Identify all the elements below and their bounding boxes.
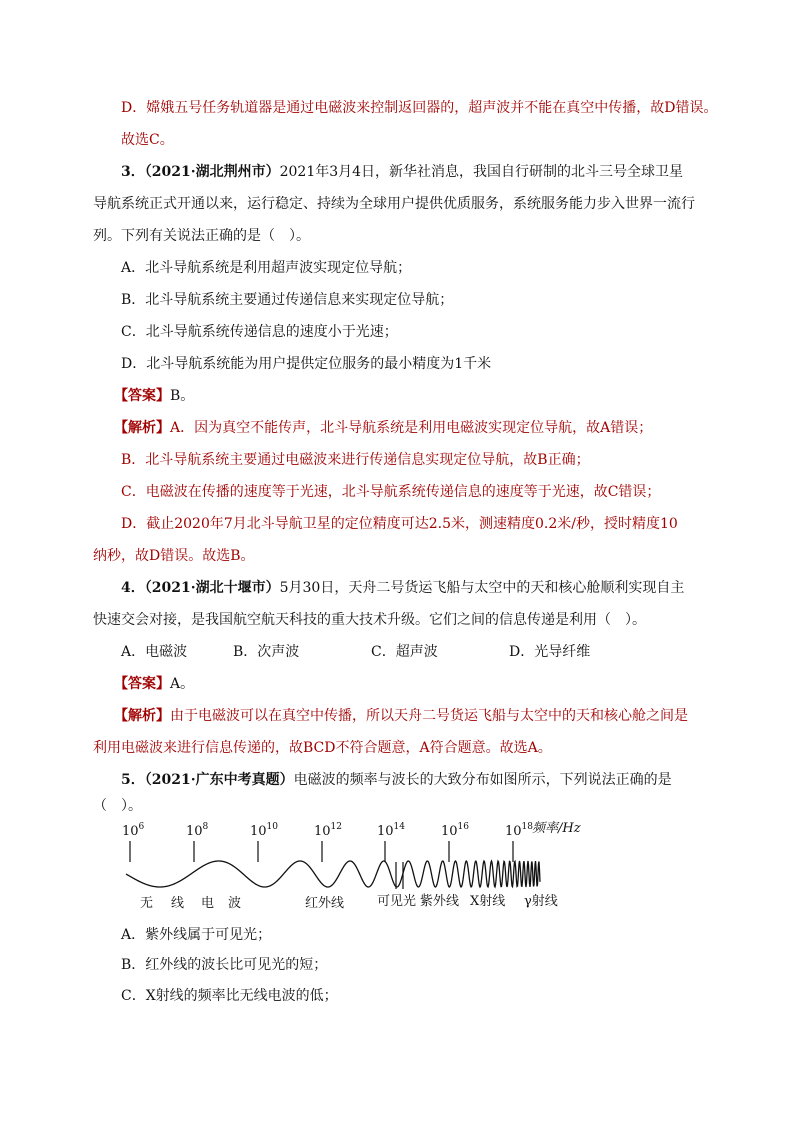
q5-source: （2021·广东中考真题） <box>144 772 294 788</box>
q5-stem-text-1: 电磁波的频率与波长的大致分布如图所示，下列说法正确的是 <box>293 772 672 788</box>
band-label-ultraviolet: 紫外线 <box>420 894 460 909</box>
band-label-visible: 可见光 <box>377 894 417 909</box>
q5-stem-line-1 <box>121 770 672 790</box>
tick-label-1e6: $10^6$ <box>122 822 145 839</box>
q3-answer-label: 【答案】 <box>114 388 170 404</box>
spectrum-wave <box>126 861 540 887</box>
prev-conclusion: 故选C。 <box>121 132 174 148</box>
q3-analysis-line-3: C．电磁波在传播的速度等于光速，北斗导航系统传递信息的速度等于光速，故C错误； <box>121 484 661 500</box>
q3-option-b: B．北斗导航系统主要通过传递信息来实现定位导航； <box>121 292 454 308</box>
band-label-xray: X射线 <box>470 894 506 909</box>
q3-stem-line-2: 导航系统正式开通以来，运行稳定、持续为全球用户提供优质服务，系统服务能力步入世界一流行 <box>93 196 695 212</box>
q4-option-d: D．光导纤维 <box>509 644 591 660</box>
q3-stem-line-3: 列。下列有关说法正确的是（ ）。 <box>93 228 310 244</box>
q4-option-b: B．次声波 <box>233 644 300 660</box>
q3-option-d: D．北斗导航系统能为用户提供定位服务的最小精度为1千米 <box>121 356 492 372</box>
band-labels <box>140 893 558 911</box>
band-label-infrared: 红外线 <box>305 896 345 911</box>
tick-label-1e8: $10^8$ <box>186 822 209 839</box>
band-label-radio-1: 无 <box>140 896 154 911</box>
q4-analysis-line-2: 利用电磁波来进行信息传递的，故BCD不符合题意，A符合题意。故选A。 <box>93 740 552 756</box>
q4-answer-value: A。 <box>170 676 195 692</box>
tick-label-1e10: $10^{10}$ <box>250 822 278 839</box>
q4-stem-text-1: 5月30日，天舟二号货运飞船与太空中的天和核心舱顺利实现自主 <box>279 580 685 596</box>
tick-label-1e12: $10^{12}$ <box>314 822 342 839</box>
q4-analysis-line-1 <box>114 706 688 726</box>
q3-analysis-line-4: D．截止2020年7月北斗导航卫星的定位精度可达2.5米，测速精度0.2米/秒，授时精度10 <box>121 516 678 532</box>
q4-option-a: A．电磁波 <box>121 644 188 660</box>
q3-analysis-line-1 <box>114 418 652 438</box>
q4-analysis-label: 【解析】 <box>114 708 170 724</box>
band-label-gamma: γ射线 <box>524 894 558 909</box>
q5-option-a: A．紫外线属于可见光； <box>121 927 272 943</box>
q3-source: （2021·湖北荆州市） <box>144 164 280 180</box>
q4-answer-label: 【答案】 <box>114 676 170 692</box>
q5-option-b: B．红外线的波长比可见光的短； <box>121 957 328 973</box>
q3-stem-line-1 <box>121 162 683 182</box>
q4-stem-line-1 <box>121 578 684 598</box>
band-label-radio-3: 电 <box>201 896 215 911</box>
visible-light-bounds <box>396 862 403 889</box>
prev-option-d-analysis: D．嫦娥五号任务轨道器是通过电磁波来控制返回器的，超声波并不能在真空中传播，故D错误。 <box>121 100 718 116</box>
q3-analysis-text-1: A．因为真空不能传声，北斗导航系统是利用电磁波实现定位导航，故A错误； <box>170 420 653 436</box>
q3-option-c: C．北斗导航系统传递信息的速度小于光速； <box>121 324 398 340</box>
q3-analysis-label: 【解析】 <box>114 420 170 436</box>
q4-number: 4． <box>121 580 145 596</box>
q4-answer <box>114 674 194 694</box>
frequency-axis-label: 频率/Hz <box>532 821 581 836</box>
q3-analysis-line-2: B．北斗导航系统主要通过电磁波来进行传递信息实现定位导航，故B正确； <box>121 452 590 468</box>
q3-option-a: A．北斗导航系统是利用超声波实现定位导航； <box>121 260 412 276</box>
q4-analysis-text-1: 由于电磁波可以在真空中传播，所以天舟二号货运飞船与太空中的天和核心舱之间是 <box>170 708 688 724</box>
q5-number: 5． <box>121 772 145 788</box>
q3-answer-value: B。 <box>170 388 195 404</box>
tick-label-1e16: $10^{16}$ <box>441 822 469 839</box>
q3-analysis-line-5: 纳秒，故D错误。故选B。 <box>93 548 255 564</box>
q3-answer <box>114 386 194 406</box>
tick-label-1e14: $10^{14}$ <box>377 822 405 839</box>
q3-number: 3． <box>121 164 145 180</box>
tick-label-1e18: $10^{18}$ <box>505 822 533 839</box>
q4-source: （2021·湖北十堰市） <box>144 580 280 596</box>
band-label-radio-4: 波 <box>228 896 242 911</box>
q4-stem-line-2: 快速交会对接，是我国航空航天科技的重大技术升级。它们之间的信息传递是利用（ ）。 <box>93 612 646 628</box>
frequency-tick-marks <box>130 841 513 862</box>
q5-stem-line-2: （ ）。 <box>93 798 142 814</box>
q4-option-c: C．超声波 <box>371 644 438 660</box>
band-label-radio-2: 线 <box>171 896 185 911</box>
q5-option-c: C．X射线的频率比无线电波的低； <box>121 988 338 1004</box>
q3-stem-text-1: 2021年3月4日，新华社消息，我国自行研制的北斗三号全球卫星 <box>279 164 684 180</box>
frequency-tick-labels <box>122 822 533 839</box>
